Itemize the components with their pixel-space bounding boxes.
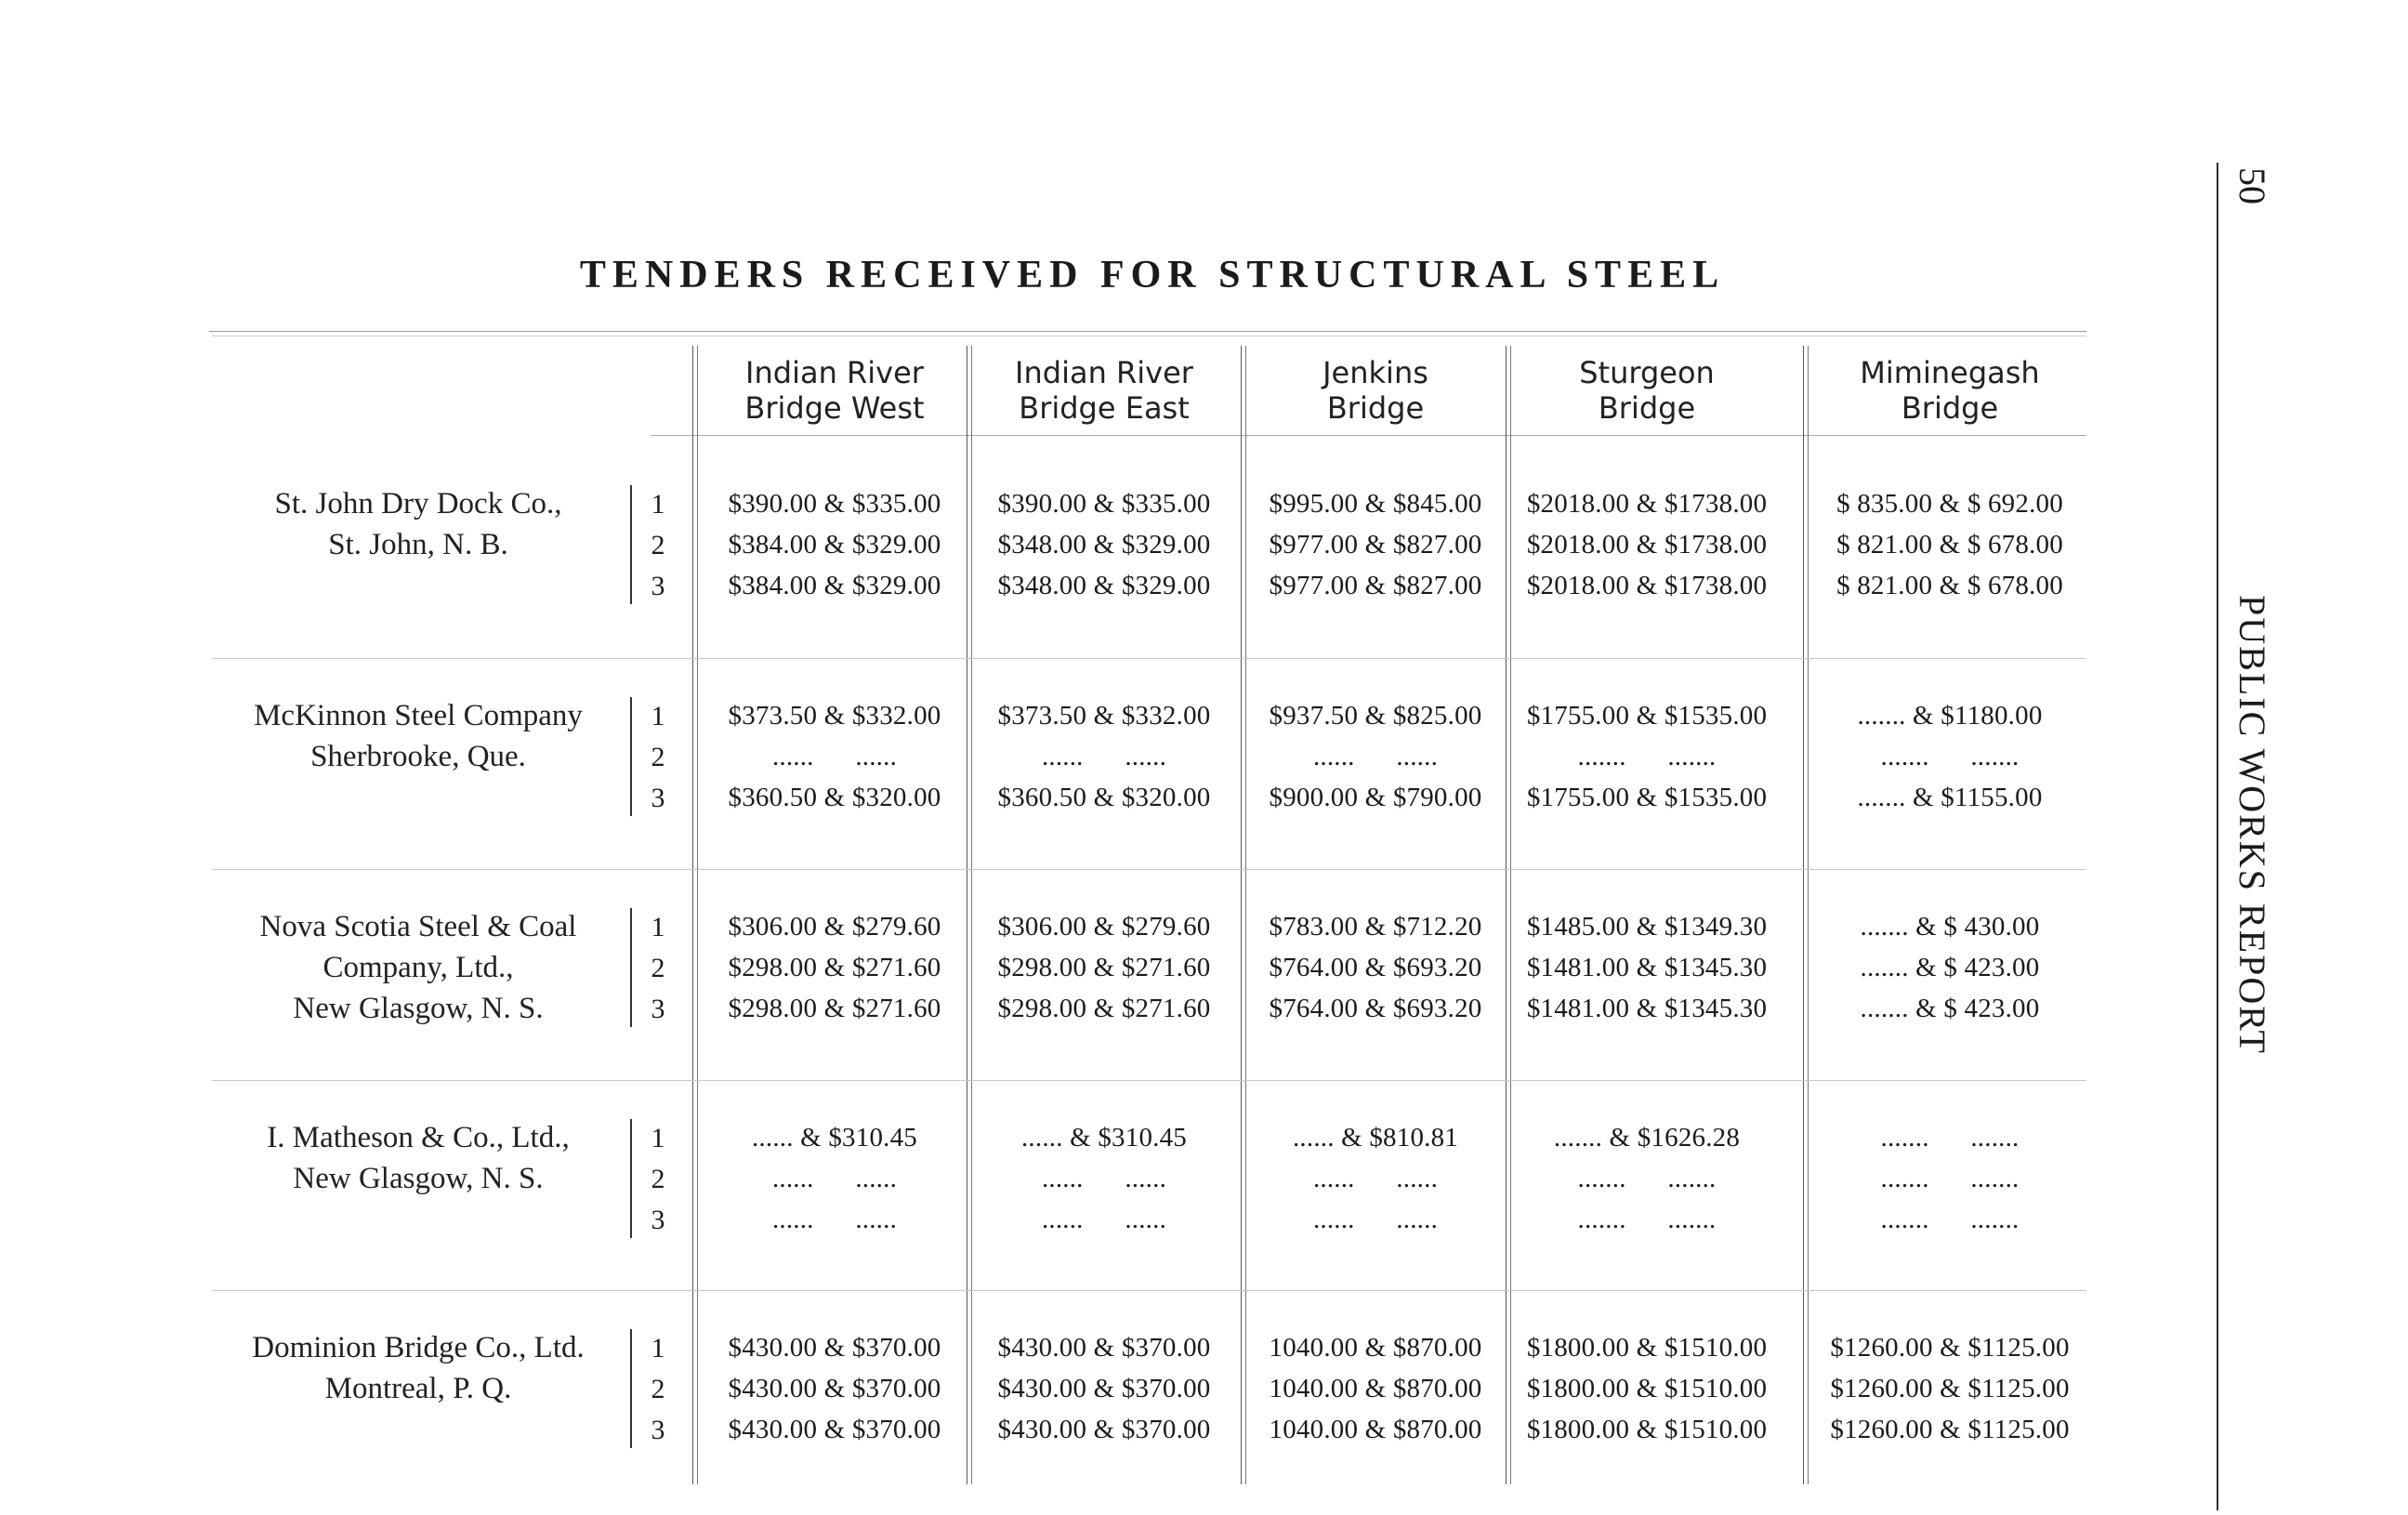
- tender-amount: $ 821.00 & $ 678.00: [1836, 571, 2063, 600]
- row-bracket: [630, 1119, 632, 1238]
- tender-amount: $360.50 & $320.00: [728, 783, 941, 812]
- row-number: 3: [651, 1205, 665, 1235]
- tender-amount: $900.00 & $790.00: [1269, 783, 1482, 812]
- tender-amount: ....... .......: [1577, 1205, 1717, 1234]
- tender-amount: $306.00 & $279.60: [728, 912, 941, 942]
- tender-amount: $373.50 & $332.00: [728, 701, 941, 731]
- row-number: 1: [651, 1123, 665, 1153]
- running-header: PUBLIC WORKS REPORT: [2231, 595, 2273, 1055]
- tender-amount: $1800.00 & $1510.00: [1526, 1333, 1768, 1363]
- tender-amount: ...... ......: [1312, 1205, 1439, 1234]
- tender-amount: 1040.00 & $870.00: [1269, 1374, 1482, 1403]
- tender-amount: ...... ......: [1312, 742, 1439, 771]
- page-number: 50: [2231, 167, 2273, 204]
- table-title: TENDERS RECEIVED FOR STRUCTURAL STEEL: [579, 254, 1726, 296]
- row-number: 1: [651, 489, 665, 520]
- tender-amount: ....... & $1180.00: [1857, 701, 2043, 731]
- tender-amount: ....... & $1155.00: [1857, 783, 2043, 812]
- tender-amount: $1485.00 & $1349.30: [1526, 912, 1768, 942]
- tender-amount: $1481.00 & $1345.30: [1526, 953, 1768, 982]
- tender-amount: $298.00 & $271.60: [728, 953, 941, 982]
- column-header: Indian River Bridge East: [1015, 355, 1193, 426]
- tender-amount: $937.50 & $825.00: [1269, 701, 1482, 731]
- tenderer-name: [209, 695, 627, 777]
- tender-amount: ....... & $1626.28: [1553, 1123, 1741, 1153]
- tender-amount: ...... & $810.81: [1292, 1123, 1458, 1153]
- tender-amount: $384.00 & $329.00: [728, 530, 941, 560]
- tender-amount: $348.00 & $329.00: [997, 571, 1211, 600]
- tender-amount: $977.00 & $827.00: [1269, 571, 1482, 600]
- tender-amount: ....... .......: [1577, 1164, 1717, 1193]
- tender-amount: ...... ......: [771, 742, 898, 771]
- column-divider: [692, 346, 693, 1484]
- row-number: 1: [651, 912, 665, 942]
- row-number: 2: [651, 1164, 665, 1194]
- company-name: Nova Scotia Steel & Coal: [259, 910, 577, 943]
- tender-amount: ....... & $ 430.00: [1860, 912, 2040, 942]
- tender-amount: $764.00 & $693.20: [1269, 994, 1482, 1023]
- row-number: 3: [651, 571, 665, 601]
- tender-amount: $298.00 & $271.60: [997, 953, 1211, 982]
- column-header: Jenkins Bridge: [1322, 355, 1428, 426]
- company-address: Montreal, P. Q.: [324, 1372, 512, 1405]
- tender-amount: $764.00 & $693.20: [1269, 953, 1482, 982]
- tender-amount: $430.00 & $370.00: [997, 1333, 1211, 1363]
- tender-amount: $298.00 & $271.60: [997, 994, 1211, 1023]
- company-address: St. John, N. B.: [328, 528, 508, 561]
- group-separator: [212, 1290, 2086, 1291]
- tender-amount: ...... ......: [1041, 1164, 1167, 1193]
- tender-amount: 1040.00 & $870.00: [1269, 1333, 1482, 1363]
- column-divider: [1241, 346, 1242, 1484]
- tender-amount: $1800.00 & $1510.00: [1526, 1374, 1768, 1403]
- tender-amount: $ 821.00 & $ 678.00: [1836, 530, 2063, 560]
- tenderer-name: [209, 906, 627, 1029]
- tender-amount: ...... ......: [1312, 1164, 1439, 1193]
- tender-amount: $1800.00 & $1510.00: [1526, 1415, 1768, 1444]
- company-address: Sherbrooke, Que.: [310, 740, 526, 773]
- tender-amount: $348.00 & $329.00: [997, 530, 1211, 560]
- row-number: 2: [651, 953, 665, 983]
- company-address: New Glasgow, N. S.: [293, 1162, 544, 1195]
- column-header: Miminegash Bridge: [1860, 355, 2040, 426]
- tender-amount: $2018.00 & $1738.00: [1526, 489, 1768, 519]
- tender-amount: $390.00 & $335.00: [728, 489, 941, 519]
- company-name: McKinnon Steel Company: [254, 699, 583, 732]
- row-number: 2: [651, 1374, 665, 1404]
- tender-amount: ...... ......: [1041, 1205, 1167, 1234]
- tender-amount: $390.00 & $335.00: [997, 489, 1211, 519]
- tender-amount: ....... .......: [1880, 742, 2020, 771]
- header-bottom-rule: [651, 435, 2086, 436]
- header-top-rule: [209, 331, 2086, 332]
- tender-amount: $430.00 & $370.00: [997, 1415, 1211, 1444]
- column-header: Sturgeon Bridge: [1579, 355, 1715, 426]
- company-name: Dominion Bridge Co., Ltd.: [252, 1331, 585, 1364]
- tender-amount: $373.50 & $332.00: [997, 701, 1211, 731]
- tender-amount: ...... ......: [1041, 742, 1167, 771]
- group-separator: [212, 869, 2086, 870]
- tenderer-name: [209, 1117, 627, 1199]
- group-separator: [212, 658, 2086, 659]
- column-header: Indian River Bridge West: [744, 355, 925, 426]
- tender-amount: ....... .......: [1880, 1205, 2020, 1234]
- row-number: 3: [651, 994, 665, 1024]
- tender-amount: ....... .......: [1880, 1164, 2020, 1193]
- tenderer-name: [209, 1327, 627, 1409]
- tender-amount: $1755.00 & $1535.00: [1526, 783, 1768, 812]
- tender-amount: ....... .......: [1577, 742, 1717, 771]
- row-number: 2: [651, 530, 665, 560]
- column-divider: [697, 346, 698, 1484]
- company-name: St. John Dry Dock Co.,: [274, 487, 562, 520]
- tender-amount: $1260.00 & $1125.00: [1830, 1333, 2070, 1363]
- tender-amount: $360.50 & $320.00: [997, 783, 1211, 812]
- tender-amount: $384.00 & $329.00: [728, 571, 941, 600]
- row-bracket: [630, 1329, 632, 1448]
- tender-amount: $995.00 & $845.00: [1269, 489, 1482, 519]
- tender-amount: $306.00 & $279.60: [997, 912, 1211, 942]
- tender-amount: $2018.00 & $1738.00: [1526, 571, 1768, 600]
- row-bracket: [630, 697, 632, 816]
- tender-amount: $430.00 & $370.00: [728, 1333, 941, 1363]
- tender-amount: ....... & $ 423.00: [1860, 953, 2040, 982]
- row-bracket: [630, 908, 632, 1027]
- page-edge-rule: [2217, 163, 2218, 1510]
- tender-amount: $977.00 & $827.00: [1269, 530, 1482, 560]
- row-number: 1: [651, 701, 665, 731]
- tender-amount: ...... ......: [771, 1205, 898, 1234]
- company-address: Company, Ltd.,: [322, 951, 514, 984]
- tender-amount: $2018.00 & $1738.00: [1526, 530, 1768, 560]
- tender-amount: $783.00 & $712.20: [1269, 912, 1482, 942]
- tender-amount: ....... & $ 423.00: [1860, 994, 2040, 1023]
- row-number: 3: [651, 783, 665, 813]
- row-bracket: [630, 485, 632, 604]
- tender-amount: $430.00 & $370.00: [997, 1374, 1211, 1403]
- tender-amount: $298.00 & $271.60: [728, 994, 941, 1023]
- row-number: 3: [651, 1415, 665, 1445]
- tender-amount: $1260.00 & $1125.00: [1830, 1374, 2070, 1403]
- tender-amount: ....... .......: [1880, 1123, 2020, 1153]
- tender-amount: $ 835.00 & $ 692.00: [1836, 489, 2063, 519]
- tender-amount: $1755.00 & $1535.00: [1526, 701, 1768, 731]
- tender-amount: ...... & $310.45: [1020, 1123, 1187, 1153]
- tenderer-name: [209, 483, 627, 565]
- company-address: New Glasgow, N. S.: [293, 992, 544, 1025]
- tender-amount: $430.00 & $370.00: [728, 1415, 941, 1444]
- company-name: I. Matheson & Co., Ltd.,: [267, 1121, 570, 1154]
- tender-amount: $1260.00 & $1125.00: [1830, 1415, 2070, 1444]
- group-separator: [212, 1080, 2086, 1081]
- row-number: 2: [651, 742, 665, 772]
- row-number: 1: [651, 1333, 665, 1364]
- tender-amount: $1481.00 & $1345.30: [1526, 994, 1768, 1023]
- tender-amount: ...... & $310.45: [751, 1123, 917, 1153]
- tender-amount: $430.00 & $370.00: [728, 1374, 941, 1403]
- tender-amount: ...... ......: [771, 1164, 898, 1193]
- tender-amount: 1040.00 & $870.00: [1269, 1415, 1482, 1444]
